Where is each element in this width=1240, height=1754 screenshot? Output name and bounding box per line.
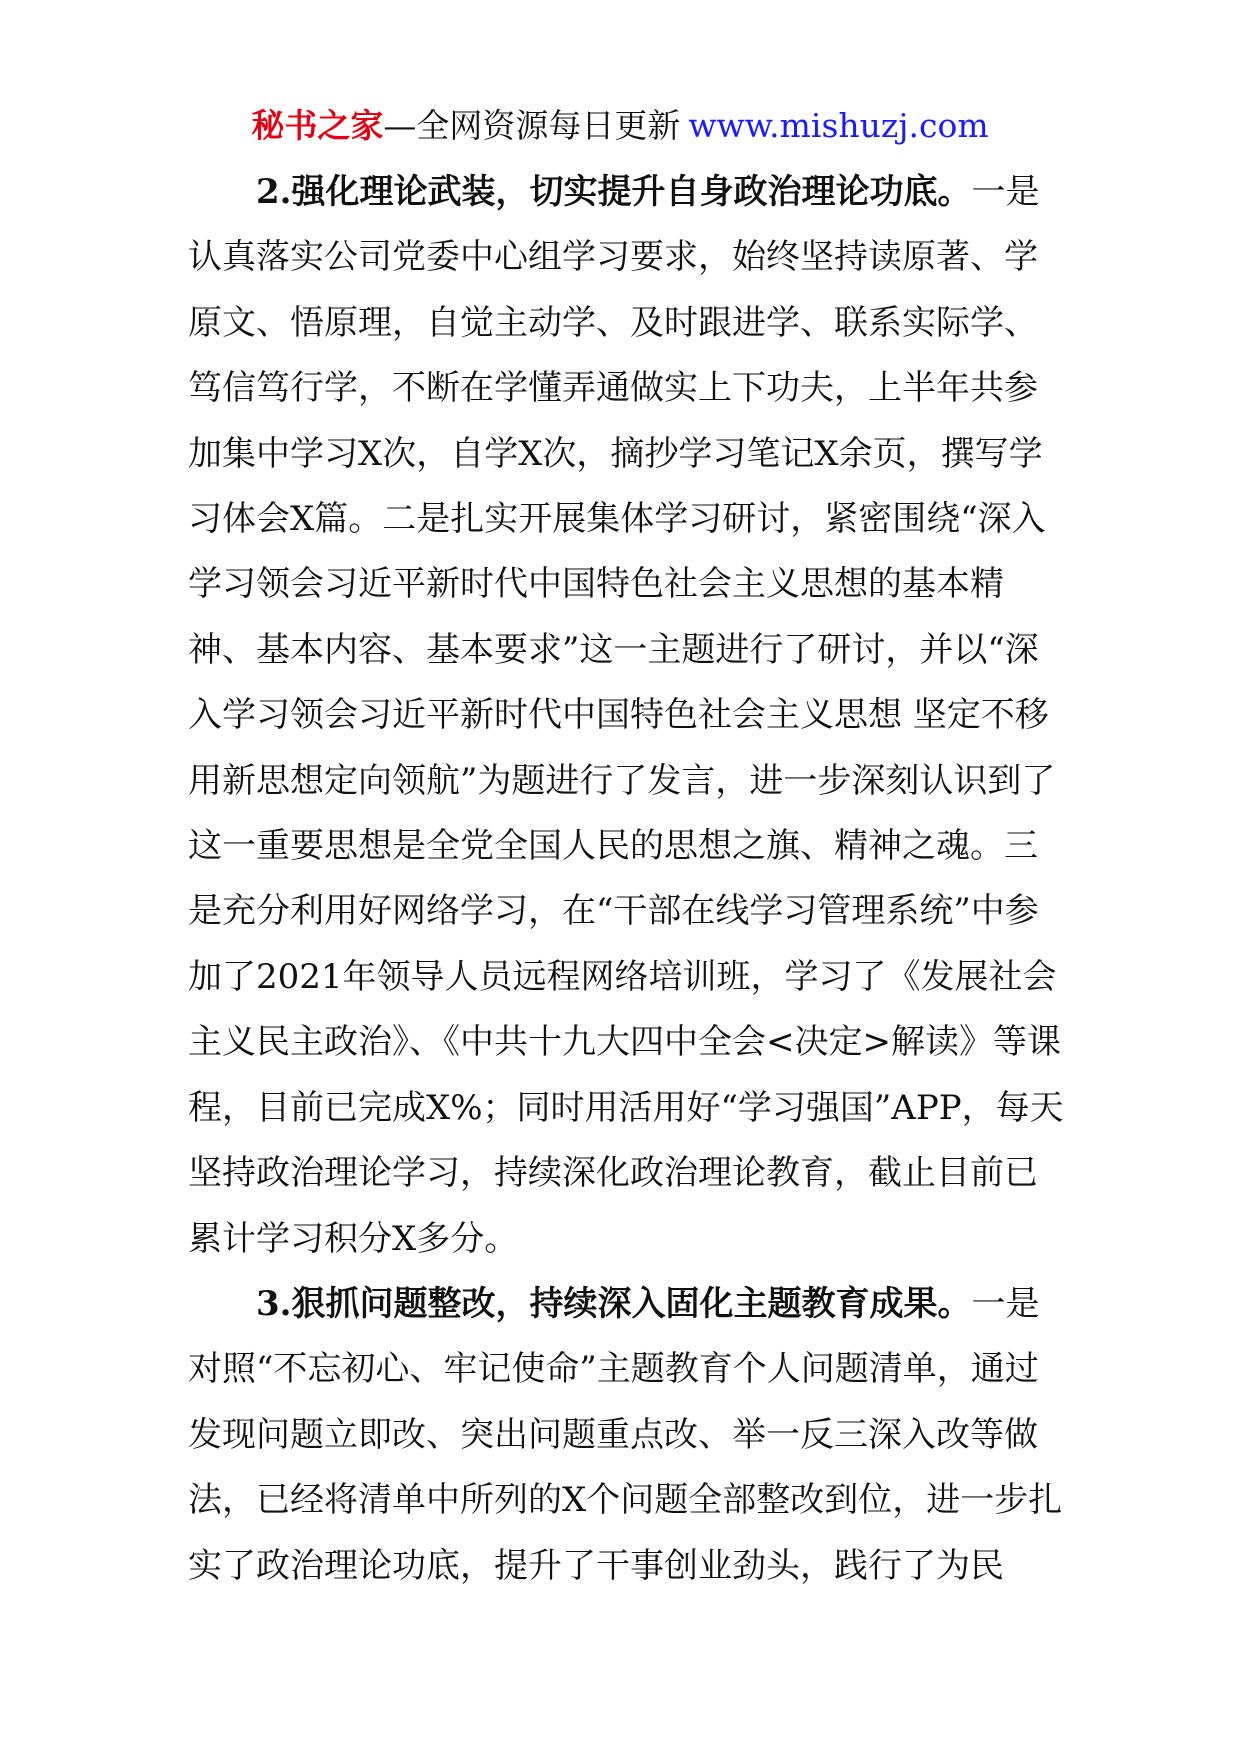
header-tagline: —全网资源每日更新 <box>383 106 681 145</box>
header-brand: 秘书之家 <box>251 106 384 145</box>
paragraph-text: 一是对照“不忘初心、牢记使命”主题教育个人问题清单，通过发现问题立即改、突出问题重点改、举一反三深入改等做法，已经将清单中所列的X个问题全部整改到位，进一步扎实了政治理论功底，提升了干事创业劲头，践行了为民 <box>188 1283 1063 1586</box>
paragraph-2 <box>188 1272 1068 1599</box>
paragraph-text: 一是认真落实公司党委中心组学习要求，始终坚持读原著、学原文、悟原理，自觉主动学、及时跟进学、联系实际学、笃信笃行学，不断在学懂弄通做实上下功夫，上半年共参加集中学习X次，自学X次，摘抄学习笔记X余页，撰写学习体会X篇。二是扎实开展集体学习研讨，紧密围绕“深入学习领会习近平新时代中国特色社会主义思想的基本精神、基本内容、基本要求”这一主题进行了研讨，并以“深入学习领会习近平新时代中国特色社会主义思想 坚定不移用新思想定向领航”为题进行了发言，进一步深刻认识到了这一重要思想是全党全国人民的思想之旗、精神之魂。三是充分利用好网络学习，在“干部在线学习管理系统”中参加了2021年领导人员远程网络培训班，学习了《发展社会主义民主政治》、《中共十九大四中全会<决定>解读》等课程，目前已完成X%；同时用活用好“学习强国”APP，每天坚持政治理论学习，持续深化政治理论教育，截止目前已累计学习积分X多分。 <box>188 172 1064 1259</box>
header-url[interactable]: www.mishuzj.com <box>688 106 989 145</box>
paragraph-1 <box>188 160 1068 1272</box>
page-header <box>0 104 1240 148</box>
document-body <box>188 160 1068 1599</box>
paragraph-heading: 3.狠抓问题整改，持续深入固化主题教育成果。 <box>256 1283 972 1324</box>
paragraph-heading: 2.强化理论武装，切实提升自身政治理论功底。 <box>256 172 972 212</box>
